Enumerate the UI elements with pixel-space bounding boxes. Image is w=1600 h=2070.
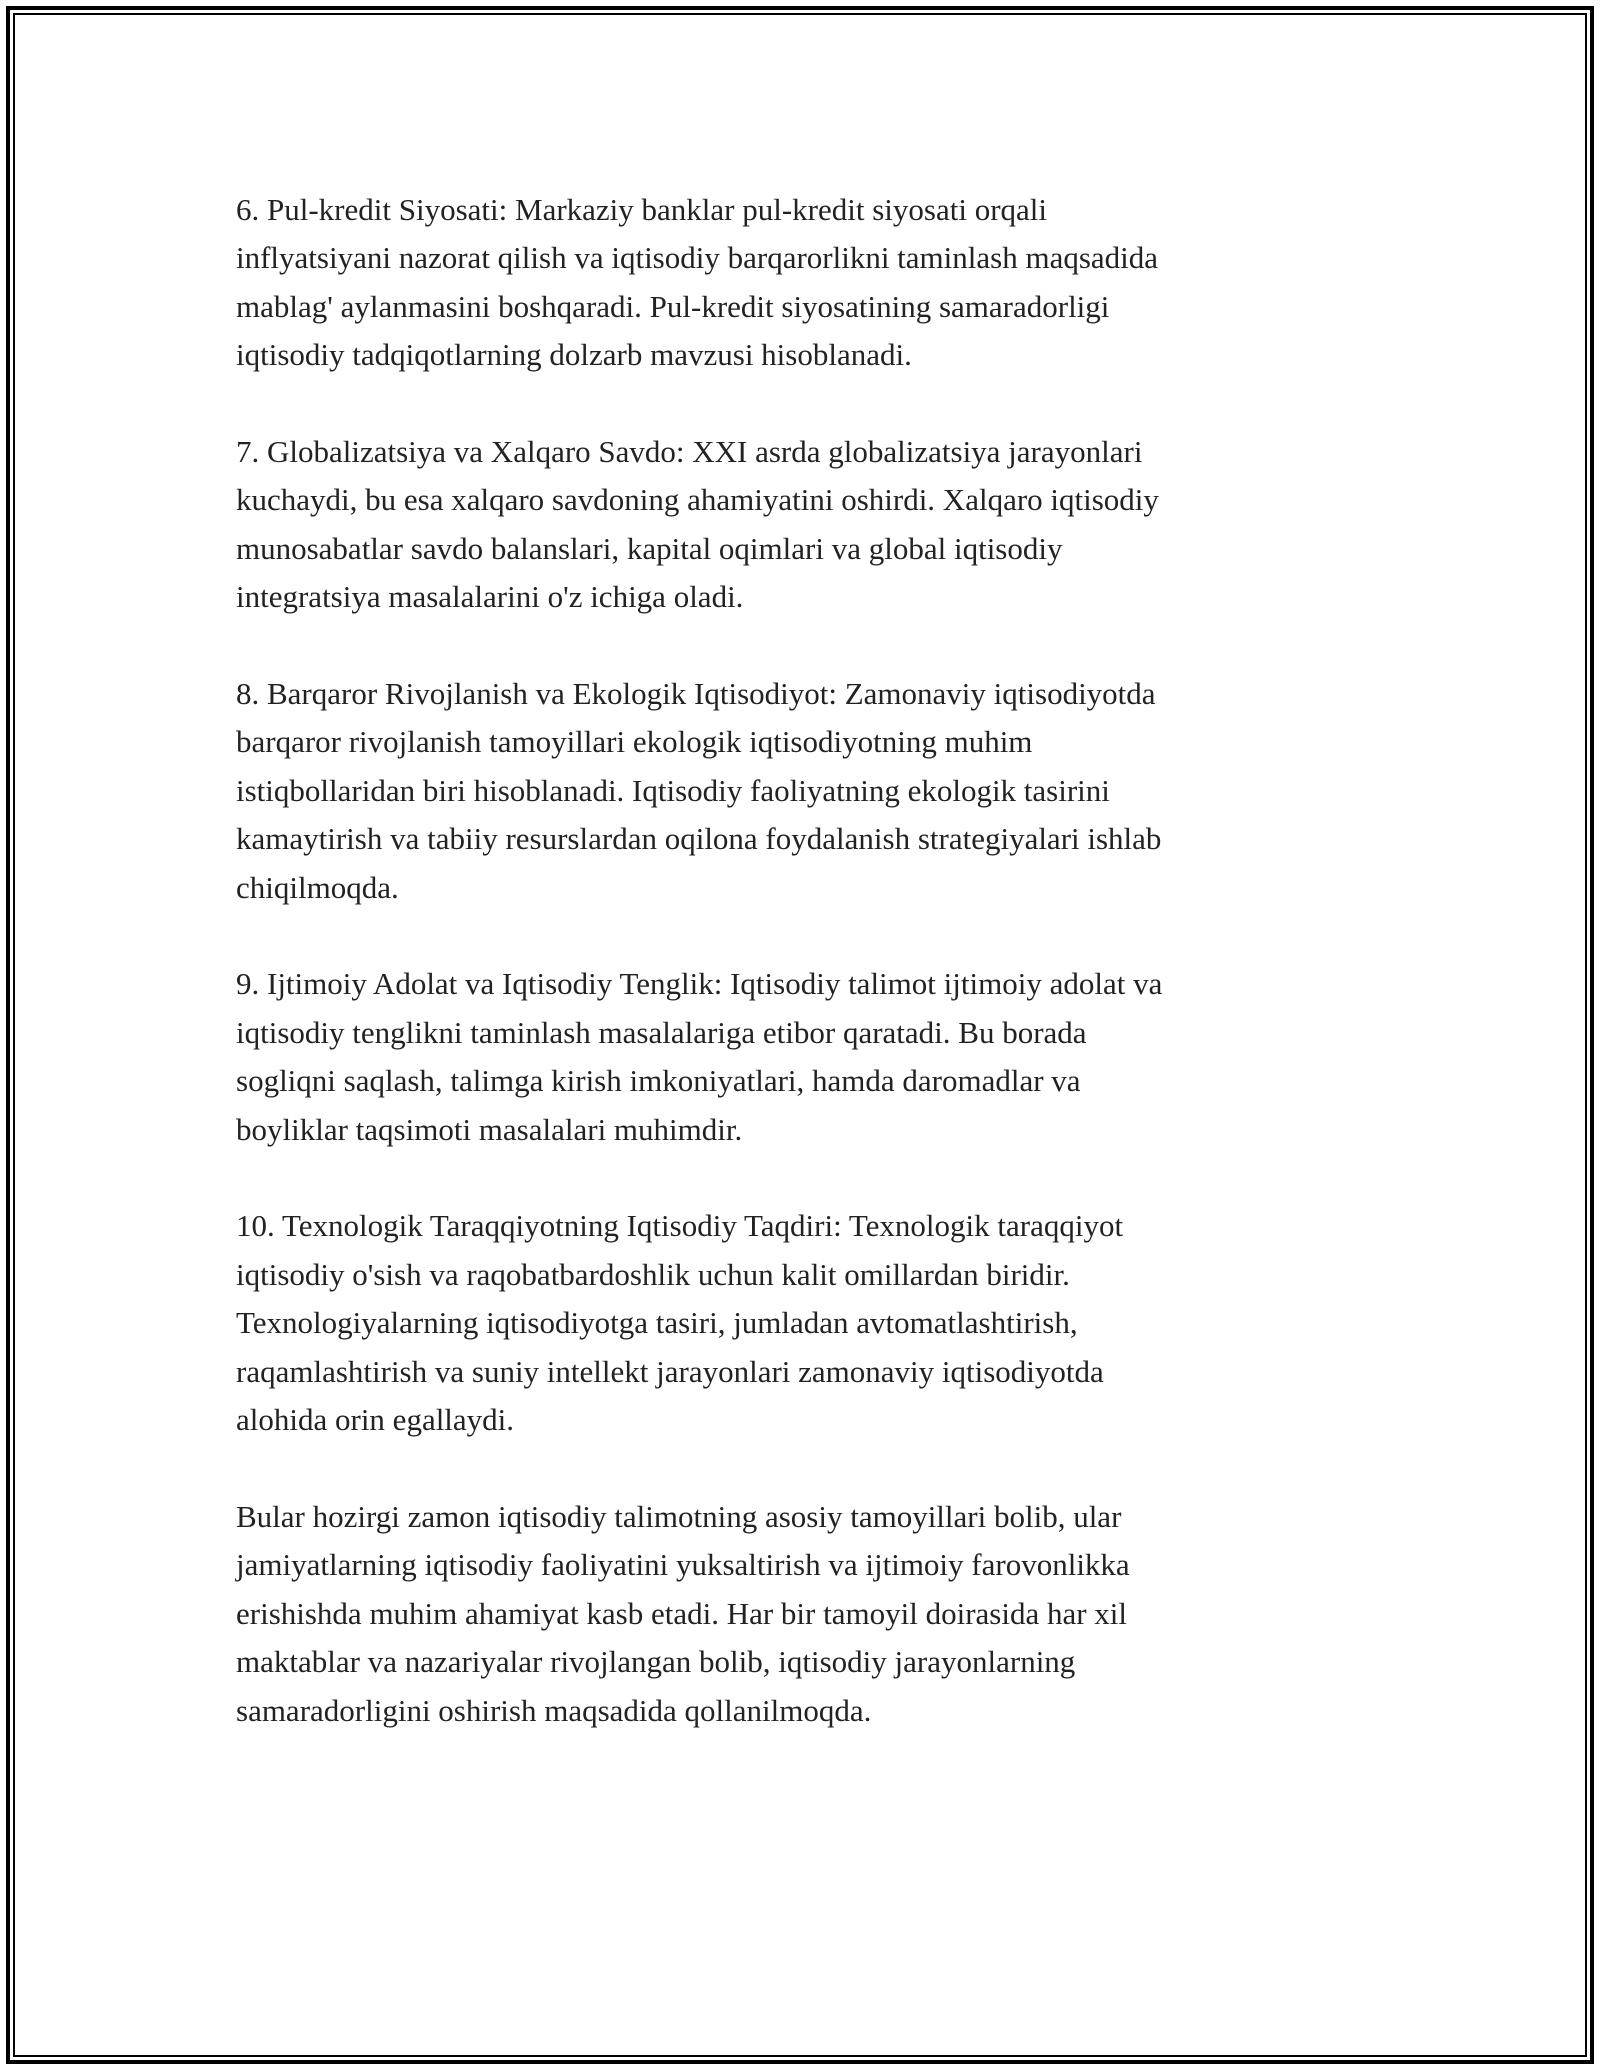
- text-line: 6. Pul-kredit Siyosati: Markaziy banklar pul-kredit siyosati orqali: [236, 192, 1048, 227]
- document-body: [236, 186, 1352, 1735]
- paragraph-conclusion: [236, 1493, 1352, 1735]
- text-line: istiqbollaridan biri hisoblanadi. Iqtisodiy faoliyatning ekologik tasirini: [236, 772, 1110, 808]
- text-line: barqaror rivojlanish tamoyillari ekologik iqtisodiyotning muhim: [236, 724, 1033, 760]
- text-line: sogliqni saqlash, talimga kirish imkoniyatlari, hamda daromadlar va: [236, 1063, 1081, 1099]
- paragraph-technological-progress: [236, 1202, 1352, 1444]
- text-line: erishishda muhim ahamiyat kasb etadi. Har bir tamoyil doirasida har xil: [236, 1595, 1128, 1631]
- text-line: chiqilmoqda.: [236, 869, 399, 905]
- text-line: iqtisodiy tadqiqotlarning dolzarb mavzusi hisoblanadi.: [236, 337, 912, 373]
- paragraph-monetary-policy: [236, 186, 1352, 380]
- paragraph-globalization: [236, 428, 1352, 622]
- text-line: raqamlashtirish va suniy intellekt jarayonlari zamonaviy iqtisodiyotda: [236, 1353, 1104, 1389]
- text-line: boyliklar taqsimoti masalalari muhimdir.: [236, 1111, 743, 1147]
- text-line: integratsiya masalalarini o'z ichiga oladi.: [236, 579, 744, 615]
- text-line: Bular hozirgi zamon iqtisodiy talimotning asosiy tamoyillari bolib, ular: [236, 1498, 1122, 1534]
- text-line: mablag' aylanmasini boshqaradi. Pul-kredit siyosatining samaradorligi: [236, 288, 1110, 324]
- text-line: iqtisodiy o'sish va raqobatbardoshlik uchun kalit omillardan biridir.: [236, 1256, 1070, 1292]
- text-line: jamiyatlarning iqtisodiy faoliyatini yuksaltirish va ijtimoiy farovonlikka: [236, 1547, 1130, 1583]
- text-line: 10. Texnologik Taraqqiyotning Iqtisodiy Taqdiri: Texnologik taraqqiyot: [236, 1208, 1124, 1244]
- paragraph-social-justice: [236, 960, 1352, 1154]
- text-line: kuchaydi, bu esa xalqaro savdoning ahamiyatini oshirdi. Xalqaro iqtisodiy: [236, 482, 1159, 518]
- text-line: Texnologiyalarning iqtisodiyotga tasiri, jumladan avtomatlashtirish,: [236, 1305, 1078, 1341]
- text-line: maktablar va nazariyalar rivojlangan bolib, iqtisodiy jarayonlarning: [236, 1644, 1076, 1680]
- text-line: inflyatsiyani nazorat qilish va iqtisodiy barqarorlikni taminlash maqsadida: [236, 240, 1159, 276]
- text-line: iqtisodiy tenglikni taminlash masalalariga etibor qaratadi. Bu borada: [236, 1014, 1087, 1050]
- text-line: samaradorligini oshirish maqsadida qollanilmoqda.: [236, 1692, 872, 1728]
- text-line: 7. Globalizatsiya va Xalqaro Savdo: XXI asrda globalizatsiya jarayonlari: [236, 434, 1143, 470]
- text-line: alohida orin egallaydi.: [236, 1402, 515, 1438]
- paragraph-sustainable-development: [236, 670, 1352, 912]
- text-line: 9. Ijtimoiy Adolat va Iqtisodiy Tenglik: Iqtisodiy talimot ijtimoiy adolat va: [236, 966, 1163, 1002]
- text-line: kamaytirish va tabiiy resurslardan oqilona foydalanish strategiyalari ishlab: [236, 821, 1162, 857]
- text-line: munosabatlar savdo balanslari, kapital oqimlari va global iqtisodiy: [236, 530, 1063, 566]
- text-line: 8. Barqaror Rivojlanish va Ekologik Iqtisodiyot: Zamonaviy iqtisodiyotda: [236, 676, 1156, 712]
